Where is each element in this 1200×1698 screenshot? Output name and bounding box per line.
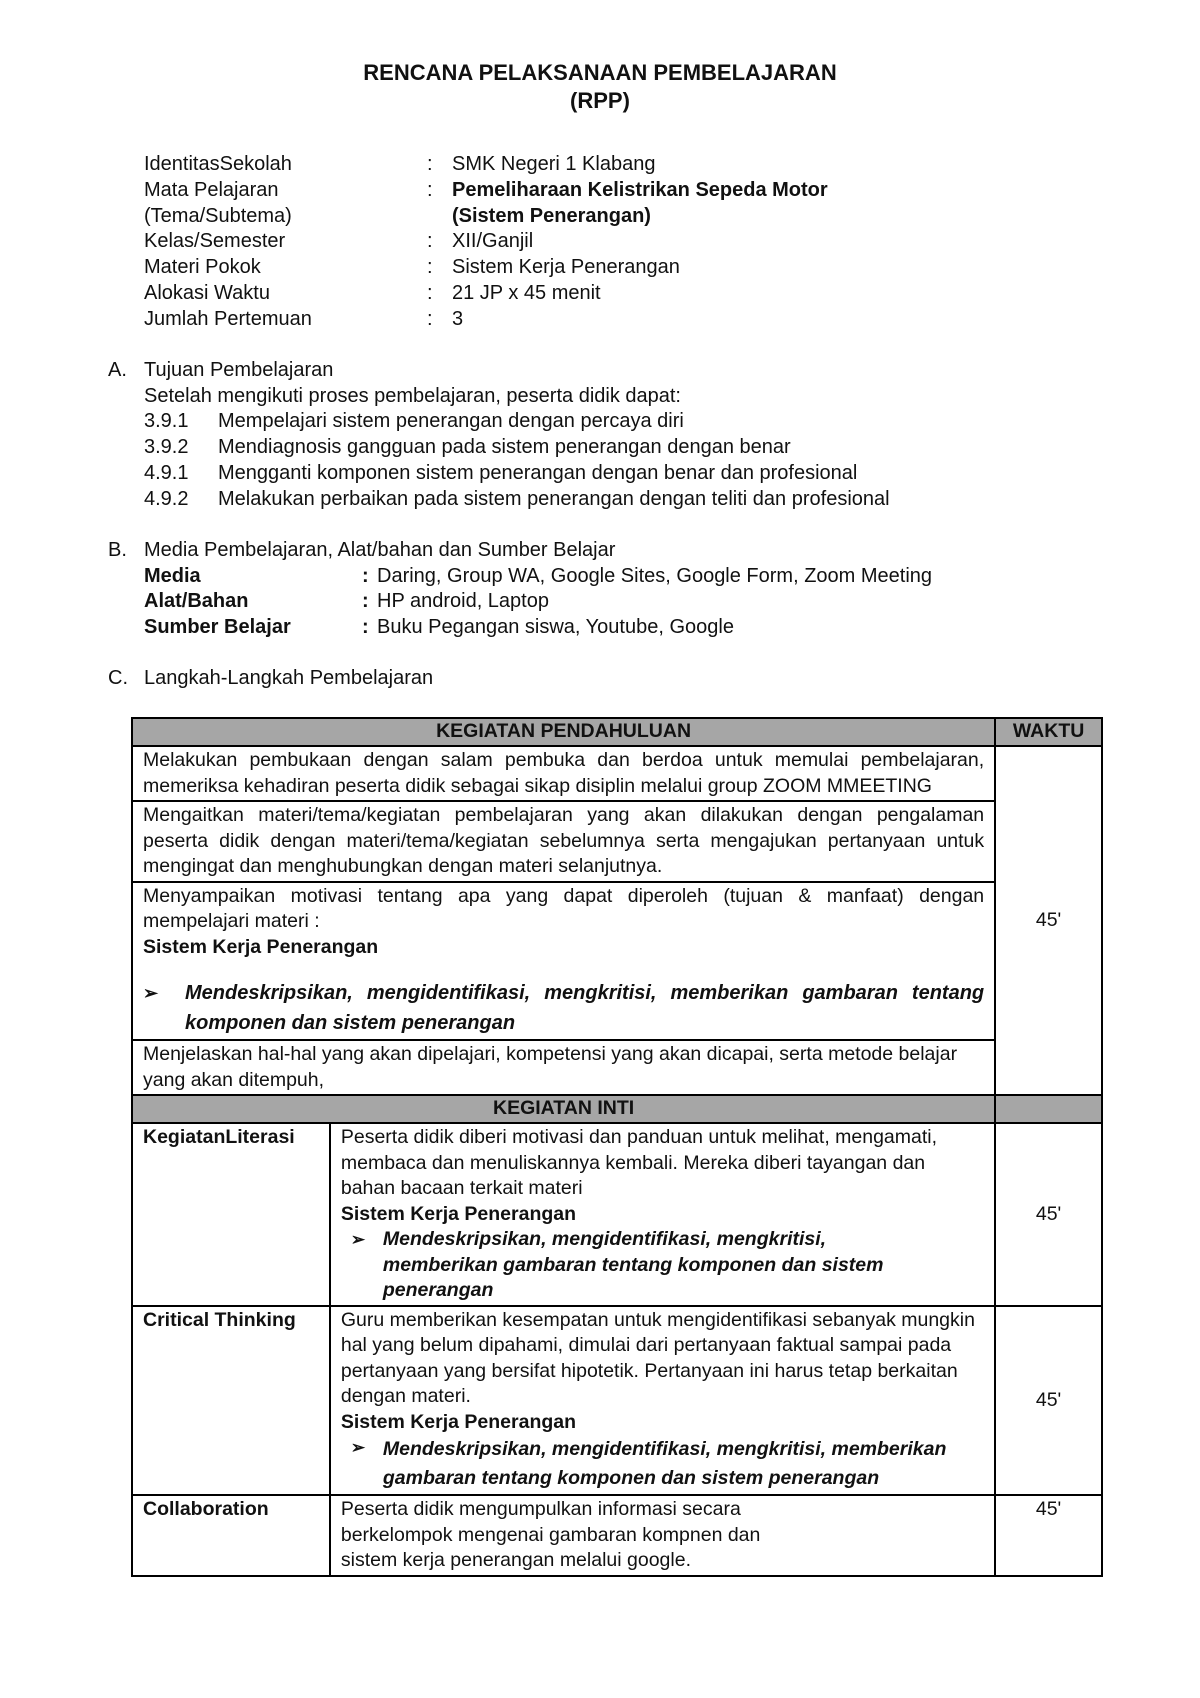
resource-value: HP android, Laptop xyxy=(377,590,549,612)
section-letter: C. xyxy=(108,667,128,689)
resource-colon: : xyxy=(362,590,369,612)
table-row xyxy=(132,746,1102,801)
identity-value: Sistem Kerja Penerangan xyxy=(452,256,680,278)
arrow-bullet-icon: ➢ xyxy=(350,1230,366,1249)
table-row xyxy=(132,1040,1102,1095)
identity-value: 21 JP x 45 menit xyxy=(452,282,601,304)
header-inti: KEGIATAN INTI xyxy=(132,1095,995,1123)
arrow-bullet-icon: ➢ xyxy=(143,983,159,1003)
objective-text: Mendiagnosis gangguan pada sistem penerangan dengan benar xyxy=(218,436,791,458)
bullet-item xyxy=(341,1227,984,1304)
identity-label: Kelas/Semester xyxy=(144,230,286,252)
section-title: Media Pembelajaran, Alat/bahan dan Sumber Belajar xyxy=(144,539,616,561)
table-header-row xyxy=(132,718,1102,746)
header-inti-waktu xyxy=(995,1095,1102,1123)
section-title: Tujuan Pembelajaran xyxy=(144,359,334,381)
resource-label: Alat/Bahan xyxy=(144,590,249,612)
table-row xyxy=(132,801,1102,882)
identity-colon: : xyxy=(427,153,433,175)
table-row xyxy=(132,1495,1102,1576)
inti-description xyxy=(330,1123,995,1306)
inti-description xyxy=(330,1495,995,1576)
resource-label: Media xyxy=(144,565,201,587)
section-letter: A. xyxy=(108,359,127,381)
identity-value: (Sistem Penerangan) xyxy=(452,205,651,227)
identity-value: SMK Negeri 1 Klabang xyxy=(452,153,656,175)
table-header-row xyxy=(132,1095,1102,1123)
identity-colon: : xyxy=(427,256,433,278)
activities-table xyxy=(131,717,1103,1577)
inti-text: Guru memberikan kesempatan untuk mengidentifikasi sebanyak mungkin hal yang belum dipahami, dimulai dari pertanyaan faktual sampai pada pertanyaan yang bersifat hipotetik. Pertanyaan ini harus tetap berkaitan dengan materi. xyxy=(340,1308,975,1407)
step-text: Menyampaikan motivasi tentang apa yang dapat diperoleh (tujuan & manfaat) dengan mempelajari materi : xyxy=(143,884,985,932)
resource-value: Buku Pegangan siswa, Youtube, Google xyxy=(377,616,734,638)
inti-label: Critical Thinking xyxy=(132,1306,330,1496)
identity-label: Materi Pokok xyxy=(144,256,261,278)
inti-waktu: 45' xyxy=(995,1123,1102,1306)
inti-label: KegiatanLiterasi xyxy=(132,1123,330,1306)
bullet-item xyxy=(341,1435,984,1493)
objective-number: 4.9.2 xyxy=(144,488,189,510)
identity-label: IdentitasSekolah xyxy=(144,153,292,175)
table-row xyxy=(132,1306,1102,1496)
objective-number: 3.9.2 xyxy=(144,436,189,458)
objective-text: Mempelajari sistem penerangan dengan percaya diri xyxy=(218,410,684,432)
pendahuluan-step-1: Melakukan pembukaan dengan salam pembuka dan berdoa untuk memulai pembelajaran, memeriksa kehadiran peserta didik sebagai sikap disiplin melalui group ZOOM MMEETING xyxy=(132,746,995,801)
inti-topic: Sistem Kerja Penerangan xyxy=(340,1202,577,1225)
header-pendahuluan: KEGIATAN PENDAHULUAN xyxy=(132,718,995,746)
resource-label: Sumber Belajar xyxy=(144,616,291,638)
bullet-text: Mendeskripsikan, mengidentifikasi, mengkritisi, memberikan gambaran tentang komponen dan sistem penerangan xyxy=(382,1228,884,1301)
header-waktu: WAKTU xyxy=(995,718,1102,746)
inti-label: Collaboration xyxy=(132,1495,330,1576)
objective-text: Melakukan perbaikan pada sistem penerangan dengan teliti dan profesional xyxy=(218,488,890,510)
identity-value: 3 xyxy=(452,308,464,330)
identity-label: (Tema/Subtema) xyxy=(144,205,292,227)
arrow-bullet-icon: ➢ xyxy=(350,1438,366,1457)
pendahuluan-step-4: Menjelaskan hal-hal yang akan dipelajari, kompetensi yang akan dicapai, serta metode belajar yang akan ditempuh, xyxy=(132,1040,995,1095)
step-topic: Sistem Kerja Penerangan xyxy=(143,935,379,958)
section-title: Langkah-Langkah Pembelajaran xyxy=(144,667,434,689)
resource-colon: : xyxy=(362,565,369,587)
identity-label: Alokasi Waktu xyxy=(144,282,270,304)
resource-colon: : xyxy=(362,616,369,638)
identity-value: XII/Ganjil xyxy=(452,230,534,252)
bullet-text: Mendeskripsikan, mengidentifikasi, mengkritisi, memberikan gambaran tentang komponen dan sistem penerangan xyxy=(382,1438,947,1489)
document-title: RENCANA PELAKSANAAN PEMBELAJARAN xyxy=(363,60,837,85)
identity-colon: : xyxy=(427,179,433,201)
section-letter: B. xyxy=(108,539,127,561)
objective-number: 3.9.1 xyxy=(144,410,189,432)
table-row xyxy=(132,882,1102,1041)
objective-number: 4.9.1 xyxy=(144,462,189,484)
identity-label: Jumlah Pertemuan xyxy=(144,308,312,330)
inti-description xyxy=(330,1306,995,1496)
identity-colon: : xyxy=(427,308,433,330)
identity-colon: : xyxy=(427,282,433,304)
document-subtitle: (RPP) xyxy=(570,88,630,113)
resource-value: Daring, Group WA, Google Sites, Google Form, Zoom Meeting xyxy=(377,565,933,587)
identity-value: Pemeliharaan Kelistrikan Sepeda Motor xyxy=(452,179,828,201)
bullet-item xyxy=(143,978,984,1038)
inti-waktu: 45' xyxy=(995,1306,1102,1496)
objective-text: Mengganti komponen sistem penerangan dengan benar dan profesional xyxy=(218,462,858,484)
pendahuluan-waktu: 45' xyxy=(995,746,1102,1095)
identity-label: Mata Pelajaran xyxy=(144,179,279,201)
pendahuluan-step-3 xyxy=(132,882,995,1041)
table-row xyxy=(132,1123,1102,1306)
inti-waktu: 45' xyxy=(995,1495,1102,1576)
identity-colon: : xyxy=(427,230,433,252)
inti-topic: Sistem Kerja Penerangan xyxy=(340,1410,577,1433)
pendahuluan-step-2: Mengaitkan materi/tema/kegiatan pembelajaran yang akan dilakukan dengan pengalaman peserta didik dengan materi/tema/kegiatan sebelumnya serta mengajukan pertanyaan untuk mengingat dan menghubungkan dengan materi selanjutnya. xyxy=(132,801,995,882)
inti-text: Peserta didik mengumpulkan informasi secara berkelompok mengenai gambaran kompnen dan sistem kerja penerangan melalui google. xyxy=(340,1498,761,1571)
bullet-text: Mendeskripsikan, mengidentifikasi, mengkritisi, memberikan gambaran tentang komponen dan sistem penerangan xyxy=(185,982,985,1034)
section-intro: Setelah mengikuti proses pembelajaran, peserta didik dapat: xyxy=(144,385,681,407)
inti-text: Peserta didik diberi motivasi dan panduan untuk melihat, mengamati, membaca dan menuliskannya kembali. Mereka diberi tayangan dan bahan bacaan terkait materi xyxy=(340,1126,938,1199)
